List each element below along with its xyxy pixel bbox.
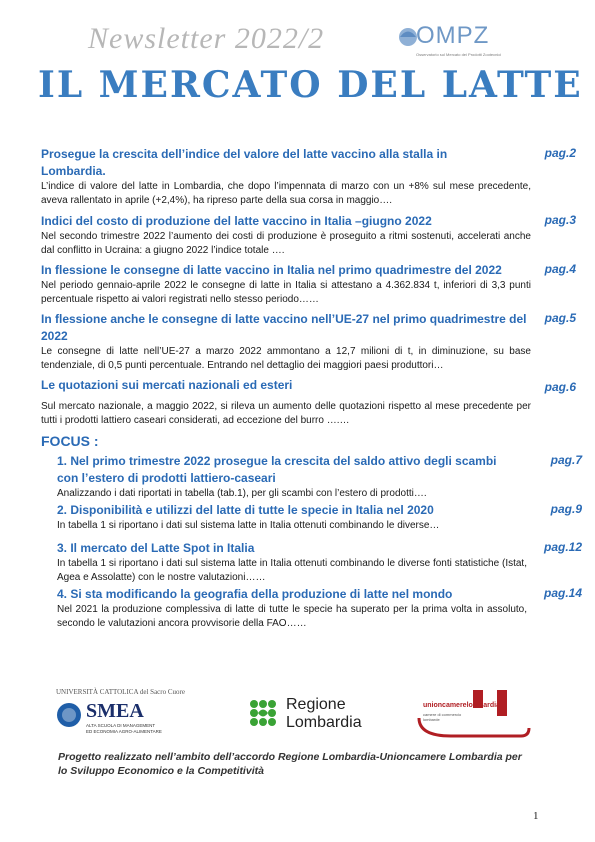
toc-item-title[interactable]: Prosegue la crescita dell’indice del valore del latte vaccino alla stalla in Lombardia. bbox=[41, 147, 448, 178]
focus-item[interactable] bbox=[57, 502, 582, 533]
focus-heading: FOCUS : bbox=[41, 433, 99, 449]
focus-item-title[interactable]: 4. Si sta modificando la geografia della produzione di latte nel mondo bbox=[57, 587, 453, 601]
focus-item[interactable] bbox=[57, 453, 582, 501]
focus-item[interactable] bbox=[57, 586, 582, 631]
smea-emblem-icon bbox=[56, 702, 82, 728]
focus-item-page[interactable]: pag.14 bbox=[543, 586, 582, 600]
project-note: Progetto realizzato nell’ambito dell’accordo Regione Lombardia-Unioncamere Lombardia per lo Sviluppo Economico e la Competitività bbox=[58, 751, 522, 777]
smea-name: SMEA bbox=[86, 700, 144, 722]
smea-logo bbox=[56, 688, 206, 738]
regione-label-1: Regione bbox=[286, 696, 346, 713]
regione-label-2: Lombardia bbox=[286, 714, 362, 731]
focus-item-page[interactable]: pag.9 bbox=[550, 502, 582, 516]
focus-item-title[interactable]: 2. Disponibilità e utilizzi del latte di tutte le specie in Italia nel 2020 bbox=[57, 503, 434, 517]
toc-item-title[interactable]: Le quotazioni sui mercati nazionali ed esteri bbox=[41, 378, 293, 392]
ompz-logo-text: OMPZ bbox=[416, 22, 490, 49]
focus-item-page[interactable]: pag.12 bbox=[543, 540, 582, 554]
newsletter-label: Newsletter 2022/2 bbox=[88, 22, 325, 55]
focus-item[interactable] bbox=[57, 540, 582, 585]
regione-lombardia-logo bbox=[246, 694, 386, 740]
toc-item[interactable] bbox=[41, 213, 576, 258]
ompz-logo-icon bbox=[398, 24, 418, 50]
focus-item-summary: In tabella 1 si riportano i dati sul sistema latte in Italia ottenuti combinando le diverse fonti statistiche (Istat, Agea e Assolatte) con le nostre valutazioni…… bbox=[57, 558, 527, 583]
toc-item-title[interactable]: Indici del costo di produzione del latte vaccino in Italia –giugno 2022 bbox=[41, 214, 432, 228]
page-number: 1 bbox=[533, 810, 539, 822]
toc-item[interactable] bbox=[41, 146, 576, 208]
toc-item-page[interactable]: pag.2 bbox=[544, 146, 576, 160]
focus-item-title[interactable]: 3. Il mercato del Latte Spot in Italia bbox=[57, 541, 255, 555]
focus-item-summary: In tabella 1 si riportano i dati sul sistema latte in Italia ottenuti combinando le diverse… bbox=[57, 520, 440, 531]
toc-item-page[interactable]: pag.4 bbox=[544, 262, 576, 276]
focus-item-summary: Nel 2021 la produzione complessiva di latte di tutte le specie ha superato per la prima volta in assoluto, secondo le valutazioni ancora provvisorie della FAO…… bbox=[57, 604, 527, 629]
toc-item-page[interactable]: pag.6 bbox=[544, 380, 576, 394]
toc-item-summary: L’indice di valore del latte in Lombardia, che dopo l’impennata di marzo con un +8% sul mese precedente, aveva rallentato in aprile (+2,4%), ha ripreso parte della sua corsa in maggio…. bbox=[41, 181, 531, 206]
toc-item-page[interactable]: pag.3 bbox=[544, 213, 576, 227]
smea-subtitle-1: ALTA SCUOLA DI MANAGEMENT bbox=[86, 723, 156, 728]
toc-item[interactable] bbox=[41, 262, 576, 307]
toc-item-page[interactable]: pag.5 bbox=[544, 311, 576, 325]
toc-item[interactable] bbox=[41, 311, 576, 373]
toc-item-summary: Nel periodo gennaio-aprile 2022 le consegne di latte in Italia si attestano a 4.362.834 t, inferiori di 3,3 punti percentuale rispetto ai valori registrati nello stesso periodo…… bbox=[41, 280, 531, 305]
rosa-camuna-icon bbox=[246, 696, 280, 730]
toc-item-summary: Sul mercato nazionale, a maggio 2022, si rileva un aumento delle quotazioni rispetto al mese precedente per tutti i prodotti lattiero caseari considerati, ad eccezione del burro ….… bbox=[41, 401, 531, 426]
ompz-logo-subtitle: Osservatorio sul Mercato dei Prodotti Zootecnici bbox=[416, 52, 502, 57]
unioncamere-name: unioncamerelombardia bbox=[423, 702, 501, 709]
unioncamere-subtitle: camere di commercio lombarde bbox=[423, 712, 462, 722]
ompz-logo bbox=[398, 22, 502, 60]
focus-item-page[interactable]: pag.7 bbox=[550, 453, 582, 467]
focus-item-summary: Analizzando i dati riportati in tabella (tab.1), per gli scambi con l’estero di prodotti…. bbox=[57, 488, 427, 499]
toc-item-title[interactable]: In flessione le consegne di latte vaccino in Italia nel primo quadrimestre del 2022 bbox=[41, 263, 502, 277]
unicatt-label: UNIVERSITÀ CATTOLICA del Sacro Cuore bbox=[56, 688, 185, 696]
smea-subtitle-2: ED ECONOMIA AGRO-ALIMENTARE bbox=[86, 729, 162, 734]
unioncamere-logo bbox=[411, 688, 531, 743]
focus-item-title[interactable]: 1. Nel primo trimestre 2022 prosegue la crescita del saldo attivo degli scambi con l’estero di prodotti lattiero-caseari bbox=[57, 454, 497, 485]
toc-item[interactable] bbox=[41, 377, 576, 428]
main-title: IL MERCATO DEL LATTE bbox=[38, 64, 583, 106]
partner-logos bbox=[56, 688, 536, 748]
toc-item-summary: Le consegne di latte nell’UE-27 a marzo 2022 ammontano a 12,7 milioni di t, in diminuzione, su base tendenziale, di 0,5 punti percentuale. Entrando nel dettaglio dei maggiori paesi produttori… bbox=[41, 346, 531, 371]
toc-item-summary: Nel secondo trimestre 2022 l’aumento dei costi di produzione è proseguito a ritmi sostenuti, accelerati anche dal conflitto in Ucraina: a giugno 2022 l’indice totale …. bbox=[41, 231, 531, 256]
toc-item-title[interactable]: In flessione anche le consegne di latte vaccino nell’UE-27 nel primo quadrimestre del 2022 bbox=[41, 312, 527, 343]
